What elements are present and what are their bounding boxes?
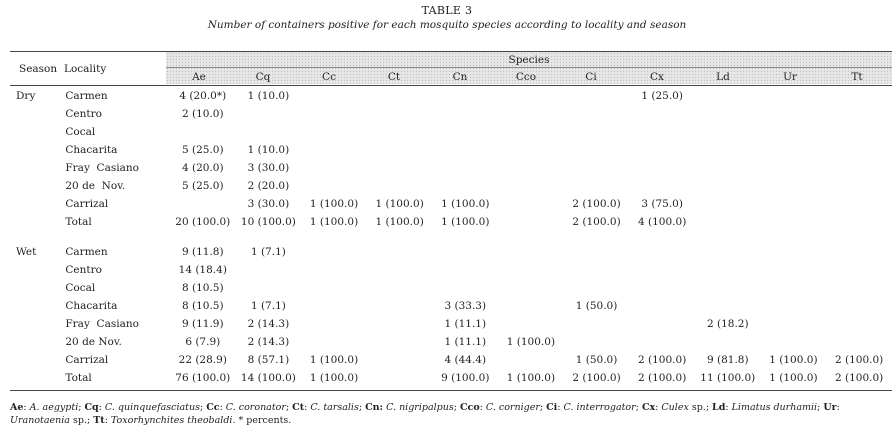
value-cell-ci: 2 (100.0)	[572, 372, 621, 384]
footnote-abbr: Ur	[823, 402, 837, 413]
season-cell	[10, 105, 65, 123]
value-cell-cq	[236, 123, 302, 141]
value-cell-cx	[629, 333, 695, 351]
value-cell-cx: 3 (75.0)	[641, 198, 683, 210]
value-cell-cco	[498, 105, 564, 123]
footnote-abbr: Ld	[712, 402, 726, 413]
value-cell-cc	[301, 261, 367, 279]
value-cell-cn	[432, 159, 498, 177]
value-cell-cq: 3 (30.0)	[247, 198, 290, 210]
footnote-species-name: A. aegypti	[29, 402, 79, 413]
value-cell-ae: 22 (28.9)	[178, 354, 227, 366]
table-row	[10, 87, 892, 105]
value-cell-cn: 1 (11.1)	[444, 318, 487, 330]
footnote-species-name: C. coronator	[225, 402, 286, 413]
locality-cell: Fray Casiano	[65, 162, 139, 174]
value-cell-ci: 2 (100.0)	[572, 198, 621, 210]
table-row	[10, 123, 892, 141]
bottom-rule	[10, 390, 892, 391]
value-cell-tt	[826, 159, 892, 177]
value-cell-ct	[367, 243, 433, 261]
species-header-ci: Ci	[585, 71, 597, 83]
value-cell-cc	[301, 297, 367, 315]
value-cell-ae: 5 (25.0)	[181, 144, 224, 156]
value-cell-cq: 2 (20.0)	[247, 180, 290, 192]
footnote-abbr: Cco	[459, 402, 480, 413]
value-cell-ci	[564, 159, 630, 177]
value-cell-cx	[629, 315, 695, 333]
value-cell-cco: 1 (100.0)	[506, 372, 556, 384]
value-cell-cc	[301, 141, 367, 159]
value-cell-ld	[695, 141, 761, 159]
value-cell-ur	[761, 243, 827, 261]
species-header-tt: Tt	[851, 71, 863, 83]
footnote-species-name: Toxorhynchites theobaldi	[110, 415, 233, 426]
table-row	[10, 351, 892, 369]
value-cell-cq	[236, 279, 302, 297]
footnote-percent-note: . * percents.	[232, 415, 292, 426]
value-cell-cc	[301, 279, 367, 297]
value-cell-ci: 1 (50.0)	[575, 300, 618, 312]
value-cell-cco	[498, 141, 564, 159]
value-cell-ur	[761, 333, 827, 351]
value-cell-ae: 14 (18.4)	[178, 264, 227, 276]
value-cell-cc	[301, 177, 367, 195]
value-cell-ae	[170, 123, 236, 141]
locality-cell: Chacarita	[65, 300, 118, 312]
value-cell-cn	[432, 261, 498, 279]
value-cell-ct	[367, 105, 433, 123]
footnote-species-name: C. interrogator	[563, 402, 636, 413]
value-cell-cn: 4 (44.4)	[444, 354, 487, 366]
table-row	[10, 105, 892, 123]
species-header-cq: Cq	[255, 71, 271, 83]
locality-cell: Cocal	[65, 282, 96, 294]
value-cell-cn	[432, 87, 498, 105]
value-cell-cc	[301, 333, 367, 351]
value-cell-cco	[498, 243, 564, 261]
value-cell-ci: 2 (100.0)	[572, 216, 621, 228]
value-cell-ct	[367, 87, 433, 105]
value-cell-ld	[695, 87, 761, 105]
value-cell-ld	[695, 195, 761, 213]
season-cell	[10, 261, 65, 279]
table-caption-subtitle: Number of containers positive for each mosquito species according to locality and season	[207, 19, 687, 31]
value-cell-cn	[432, 177, 498, 195]
value-cell-tt	[826, 123, 892, 141]
value-cell-cx	[629, 159, 695, 177]
value-cell-ae: 9 (11.9)	[181, 318, 224, 330]
value-cell-cco: 1 (100.0)	[506, 336, 556, 348]
value-cell-ld	[695, 261, 761, 279]
season-cell	[10, 141, 65, 159]
value-cell-ct	[367, 315, 433, 333]
value-cell-cn	[432, 243, 498, 261]
value-cell-cc	[301, 159, 367, 177]
footnote-abbr: Cq	[84, 402, 99, 413]
value-cell-ci	[564, 243, 630, 261]
season-cell	[10, 177, 65, 195]
value-cell-cc	[301, 243, 367, 261]
footnote-sp-suffix: sp.	[69, 415, 87, 426]
value-cell-ci	[564, 279, 630, 297]
locality-cell: Carrizal	[65, 354, 109, 366]
value-cell-tt	[826, 141, 892, 159]
value-cell-cq	[236, 261, 302, 279]
value-cell-cc: 1 (100.0)	[309, 372, 359, 384]
value-cell-cco	[498, 297, 564, 315]
locality-cell: Carrizal	[65, 198, 109, 210]
value-cell-tt: 2 (100.0)	[834, 354, 884, 366]
value-cell-ur	[761, 195, 827, 213]
value-cell-cco	[498, 279, 564, 297]
value-cell-cx	[629, 261, 695, 279]
value-cell-ur	[761, 159, 827, 177]
value-cell-ct	[367, 279, 433, 297]
value-cell-cn	[432, 105, 498, 123]
season-cell: Dry	[16, 90, 36, 102]
season-cell	[10, 279, 65, 297]
value-cell-tt	[826, 87, 892, 105]
value-cell-ct	[367, 333, 433, 351]
value-cell-ur: 1 (100.0)	[769, 372, 818, 384]
value-cell-cc: 1 (100.0)	[309, 216, 359, 228]
value-cell-ld	[695, 297, 761, 315]
footnote-species-name: C. quinquefasciatus	[104, 402, 200, 413]
value-cell-tt	[826, 213, 892, 231]
value-cell-cq: 1 (7.1)	[250, 300, 286, 312]
table-row	[10, 159, 892, 177]
table-row	[10, 279, 892, 297]
value-cell-tt	[826, 333, 892, 351]
value-cell-ae: 9 (11.8)	[181, 246, 224, 258]
value-cell-ct	[367, 141, 433, 159]
value-cell-ci	[564, 123, 630, 141]
value-cell-cc	[301, 315, 367, 333]
value-cell-ae: 6 (7.9)	[185, 336, 221, 348]
footnote-abbr: Cc	[206, 402, 220, 413]
value-cell-cx: 2 (100.0)	[638, 372, 687, 384]
value-cell-ld	[695, 177, 761, 195]
value-cell-cq	[236, 105, 302, 123]
value-cell-ct	[367, 123, 433, 141]
value-cell-cq: 3 (30.0)	[247, 162, 290, 174]
value-cell-ae: 20 (100.0)	[175, 216, 231, 228]
value-cell-cc	[301, 87, 367, 105]
value-cell-ct	[367, 297, 433, 315]
footnote-abbr: Tt	[93, 415, 105, 426]
value-cell-ae: 8 (10.5)	[181, 282, 224, 294]
season-cell	[10, 195, 65, 213]
value-cell-cx	[629, 141, 695, 159]
value-cell-ae: 4 (20.0*)	[179, 90, 227, 102]
table-caption-title: TABLE 3	[421, 4, 473, 17]
value-cell-ct	[367, 351, 433, 369]
value-cell-cn	[432, 279, 498, 297]
value-cell-ld	[695, 279, 761, 297]
value-cell-ct	[367, 261, 433, 279]
value-cell-cco	[498, 87, 564, 105]
value-cell-cco	[498, 315, 564, 333]
footnote-abbr: Ct	[292, 402, 305, 413]
table-row	[10, 297, 892, 315]
value-cell-ci: 1 (50.0)	[575, 354, 618, 366]
season-cell	[10, 369, 65, 387]
season-cell	[10, 123, 65, 141]
value-cell-ae: 8 (10.5)	[181, 300, 224, 312]
value-cell-ae: 4 (20.0)	[181, 162, 224, 174]
locality-cell: Centro	[65, 108, 102, 120]
header-bottom-rule	[10, 85, 892, 86]
value-cell-ur	[761, 279, 827, 297]
value-cell-tt	[826, 315, 892, 333]
table-row	[10, 369, 892, 387]
value-cell-cc	[301, 123, 367, 141]
value-cell-ur	[761, 213, 827, 231]
footnote-abbr: Ae	[10, 402, 24, 413]
value-cell-ae: 76 (100.0)	[175, 372, 231, 384]
value-cell-ur: 1 (100.0)	[769, 354, 818, 366]
value-cell-cx: 4 (100.0)	[638, 216, 687, 228]
column-header-locality: Locality	[64, 63, 107, 75]
value-cell-ci	[564, 261, 630, 279]
value-cell-cq: 2 (14.3)	[247, 336, 290, 348]
value-cell-tt	[826, 297, 892, 315]
value-cell-cn: 1 (11.1)	[444, 336, 487, 348]
species-header-cco: Cco	[515, 71, 537, 83]
value-cell-ld: 11 (100.0)	[700, 372, 756, 384]
value-cell-cq: 1 (10.0)	[247, 144, 290, 156]
value-cell-ci	[564, 177, 630, 195]
footnote-species-name: Culex	[661, 402, 689, 413]
value-cell-ur	[761, 141, 827, 159]
species-header-ur: Ur	[783, 71, 797, 83]
footnote-species-name: C. corniger	[485, 402, 540, 413]
footnote-sp-suffix: sp.	[688, 402, 706, 413]
locality-cell: Total	[65, 216, 92, 228]
value-cell-ur	[761, 315, 827, 333]
value-cell-ld	[695, 213, 761, 231]
value-cell-cx: 2 (100.0)	[638, 354, 687, 366]
value-cell-cco	[498, 177, 564, 195]
value-cell-tt	[826, 105, 892, 123]
value-cell-ci	[564, 87, 630, 105]
species-header-divider	[166, 67, 892, 68]
table-row	[10, 261, 892, 279]
value-cell-ci	[564, 315, 630, 333]
value-cell-ur	[761, 261, 827, 279]
value-cell-cq: 2 (14.3)	[247, 318, 290, 330]
locality-cell: Carmen	[65, 246, 108, 258]
value-cell-tt	[826, 261, 892, 279]
value-cell-cco	[498, 213, 564, 231]
value-cell-ld	[695, 243, 761, 261]
column-header-season: Season	[19, 63, 58, 75]
value-cell-tt	[826, 279, 892, 297]
value-cell-cn	[432, 141, 498, 159]
season-cell	[10, 351, 65, 369]
value-cell-cx: 1 (25.0)	[641, 90, 683, 102]
season-cell	[10, 213, 65, 231]
value-cell-ur	[761, 177, 827, 195]
value-cell-ae	[170, 195, 236, 213]
value-cell-cx	[629, 105, 695, 123]
footnote-abbr: Cx	[641, 402, 656, 413]
table-row	[10, 315, 892, 333]
value-cell-cx	[629, 297, 695, 315]
locality-cell: 20 de Nov.	[65, 336, 122, 348]
species-header-cn: Cn	[452, 71, 468, 83]
value-cell-cq: 1 (10.0)	[247, 90, 290, 102]
season-spacer-row	[10, 231, 892, 243]
value-cell-ld: 9 (81.8)	[706, 354, 749, 366]
locality-cell: Centro	[65, 264, 102, 276]
locality-cell: Total	[65, 372, 92, 384]
value-cell-cn: 1 (100.0)	[441, 216, 490, 228]
footnote-species-name: Limatus durhamii	[731, 402, 818, 413]
column-header-species: Species	[508, 54, 550, 66]
value-cell-ci	[564, 141, 630, 159]
footnote-species-name: Uranotaenia	[10, 415, 70, 426]
value-cell-cq: 1 (7.1)	[250, 246, 286, 258]
value-cell-ct: 1 (100.0)	[375, 216, 424, 228]
season-cell	[10, 297, 65, 315]
value-cell-cco	[498, 261, 564, 279]
value-cell-cx	[629, 123, 695, 141]
value-cell-tt	[826, 243, 892, 261]
table-row	[10, 141, 892, 159]
locality-cell: Fray Casiano	[65, 318, 139, 330]
value-cell-cn: 1 (100.0)	[441, 198, 490, 210]
value-cell-cx	[629, 279, 695, 297]
value-cell-ct	[367, 177, 433, 195]
value-cell-cco	[498, 159, 564, 177]
locality-cell: Carmen	[65, 90, 108, 102]
value-cell-ae: 5 (25.0)	[181, 180, 224, 192]
species-header-ae: Ae	[192, 71, 206, 83]
value-cell-cx	[629, 243, 695, 261]
value-cell-ld	[695, 105, 761, 123]
species-header-cx: Cx	[650, 71, 664, 83]
footnote-species-name: C. tarsalis	[310, 402, 359, 413]
value-cell-ur	[761, 297, 827, 315]
season-cell	[10, 315, 65, 333]
value-cell-ct	[367, 369, 433, 387]
season-cell	[10, 333, 65, 351]
value-cell-cn	[432, 123, 498, 141]
footnote-abbr: Ci	[546, 402, 558, 413]
value-cell-ci	[564, 333, 630, 351]
species-header-cc: Cc	[322, 71, 336, 83]
value-cell-cc	[301, 105, 367, 123]
value-cell-ct	[367, 159, 433, 177]
value-cell-ct: 1 (100.0)	[375, 198, 424, 210]
value-cell-cc: 1 (100.0)	[309, 354, 359, 366]
value-cell-ur	[761, 123, 827, 141]
locality-cell: Cocal	[65, 126, 96, 138]
value-cell-ld	[695, 159, 761, 177]
value-cell-cco	[498, 195, 564, 213]
table-row	[10, 333, 892, 351]
value-cell-tt	[826, 195, 892, 213]
value-cell-ur	[761, 87, 827, 105]
value-cell-ae: 2 (10.0)	[181, 108, 224, 120]
value-cell-cco	[498, 123, 564, 141]
value-cell-cx	[629, 177, 695, 195]
table-row	[10, 177, 892, 195]
footnote-species-name: C. nigripalpus	[386, 402, 454, 413]
value-cell-cn: 9 (100.0)	[441, 372, 490, 384]
value-cell-ld	[695, 123, 761, 141]
value-cell-cq: 8 (57.1)	[247, 354, 290, 366]
value-cell-cc: 1 (100.0)	[309, 198, 359, 210]
species-header-ld: Ld	[716, 71, 730, 83]
value-cell-tt: 2 (100.0)	[834, 372, 884, 384]
value-cell-tt	[826, 177, 892, 195]
table-row	[10, 195, 892, 213]
table-footnote: Ae: A. aegypti; Cq: C. quinquefasciatus; Cc: C. coronator; Ct: C. tarsalis; Cn: C. nigripalpus; Cco: C. corniger; Ci: C. interrogator; Cx: Culex sp.; Ld: Limatus durhamii; Ur: Uranotaenia sp.; Tt: Toxorhynchites theobaldi. * percents.	[10, 402, 840, 426]
locality-cell: Chacarita	[65, 144, 118, 156]
value-cell-cq: 10 (100.0)	[240, 216, 296, 228]
season-cell: Wet	[16, 246, 37, 258]
value-cell-cq: 14 (100.0)	[240, 372, 296, 384]
value-cell-ci	[564, 105, 630, 123]
species-header-ct: Ct	[387, 71, 401, 83]
table-row	[10, 243, 892, 261]
value-cell-ur	[761, 105, 827, 123]
season-cell	[10, 159, 65, 177]
locality-cell: 20 de Nov.	[65, 180, 126, 192]
mosquito-species-table	[10, 87, 892, 387]
value-cell-cn: 3 (33.3)	[444, 300, 487, 312]
value-cell-cco	[498, 351, 564, 369]
value-cell-ld	[695, 333, 761, 351]
footnote-abbr: Cn:	[365, 402, 384, 413]
value-cell-ld: 2 (18.2)	[706, 318, 749, 330]
table-row	[10, 213, 892, 231]
